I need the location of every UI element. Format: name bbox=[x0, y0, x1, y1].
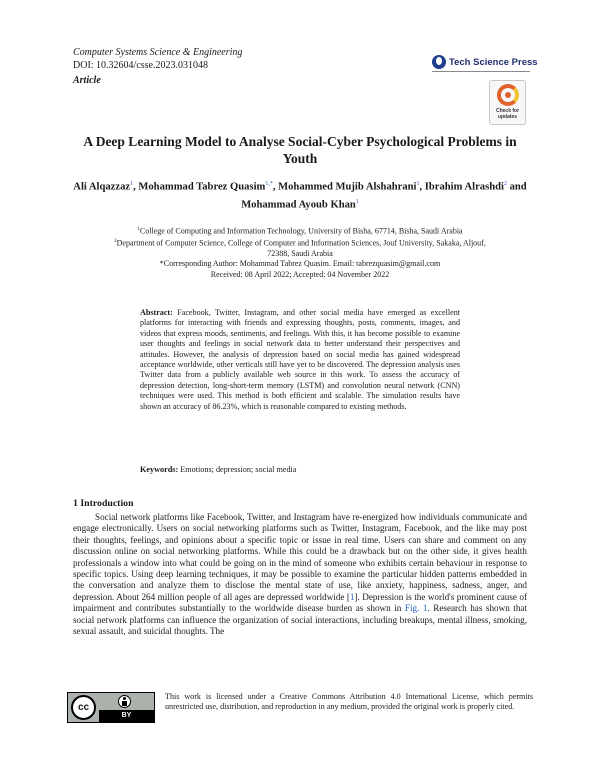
author-affiliation-sup[interactable]: 1,* bbox=[265, 181, 273, 187]
journal-name: Computer Systems Science & Engineering bbox=[73, 47, 243, 58]
publisher-logo[interactable] bbox=[432, 55, 538, 69]
article-type: Article bbox=[73, 75, 101, 86]
author-affiliation-sup[interactable]: 1 bbox=[416, 181, 420, 187]
abstract-label: Abstract: bbox=[140, 308, 173, 317]
attribution-person-icon bbox=[118, 695, 131, 708]
badge-line2: updates bbox=[497, 114, 518, 120]
affiliation-text: College of Computing and Information Technology, University of Bisha, 67714, Bisha, Saudi Arabia bbox=[139, 226, 463, 236]
badge-line1: Check for bbox=[495, 108, 520, 114]
figure-link[interactable]: Fig. 1 bbox=[404, 603, 428, 614]
paper-title: A Deep Learning Model to Analyse Social-Cyber Psychological Problems in Youth bbox=[83, 134, 517, 166]
section-body bbox=[73, 512, 527, 637]
author-name[interactable]: Ali Alqazzaz bbox=[73, 181, 131, 193]
abstract-text: Facebook, Twitter, Instagram, and other social media have emerged as excellent platforms for interacting with friends and expressing thoughts, posts, comments, images, and videos that express moods, sentiments, and feelings. With this, it has become possible to examine user thoughts and feelings in social network data to better understand their perspectives and attitudes. However, the analysis of depression based on social media has gained widespread acceptance worldwide, other verticals still have yet to be discovered. The depression analysis uses Twitter data from a publicly available web source in this work. To assess the accuracy of depression detection, long-short-term memory (LSTM) and convolution neural network (CNN) techniques were used. This method is both efficient and scalable. The simulation results have shown an accuracy of 86.23%, which is reasonable compared to existing methods. bbox=[140, 308, 460, 411]
author-name[interactable]: Mohammad Tabrez Quasim bbox=[138, 181, 266, 193]
affiliation-sup: 2 bbox=[114, 238, 117, 244]
cc-icon: cc bbox=[71, 695, 96, 720]
author-name[interactable]: Mohammad Ayoub Khan bbox=[241, 199, 356, 211]
publisher-name: Tech Science Press bbox=[449, 56, 538, 68]
keywords bbox=[140, 465, 296, 474]
badge-label bbox=[490, 108, 525, 120]
affiliation-1 bbox=[110, 225, 490, 237]
citation-link[interactable]: 1 bbox=[349, 591, 355, 602]
check-for-updates-badge[interactable] bbox=[489, 80, 526, 125]
corresponding-author: *Corresponding Author: Mohammad Tabrez Quasim. Email: tabrezquasim@gmail.com bbox=[159, 259, 441, 269]
author-affiliation-sup[interactable]: 1 bbox=[130, 181, 134, 187]
author-separator: , bbox=[419, 181, 425, 193]
publisher-logo-icon bbox=[432, 55, 446, 69]
affiliation-2 bbox=[110, 237, 490, 259]
author-separator: , bbox=[272, 181, 279, 193]
affiliation-text: Department of Computer Science, College of Computer and Information Sciences, Jouf University, Sakaka, Aljouf, 72388, Saudi Arabia bbox=[116, 238, 486, 258]
author-separator: and bbox=[506, 181, 527, 193]
received-accepted-dates: Received: 08 April 2022; Accepted: 04 November 2022 bbox=[210, 269, 390, 279]
author-separator: , bbox=[133, 181, 139, 193]
publisher-divider bbox=[432, 71, 530, 72]
doi[interactable]: DOI: 10.32604/csse.2023.031048 bbox=[73, 60, 208, 71]
affiliations bbox=[110, 225, 490, 280]
check-updates-icon bbox=[497, 84, 519, 106]
author-name[interactable]: Mohammed Mujib Alshahrani bbox=[278, 181, 417, 193]
author-list bbox=[73, 177, 527, 212]
cc-by-badge[interactable] bbox=[67, 692, 155, 723]
keywords-label: Keywords: bbox=[140, 465, 179, 474]
author-affiliation-sup[interactable]: 2 bbox=[503, 181, 507, 187]
by-label: BY bbox=[99, 710, 154, 722]
abstract bbox=[140, 308, 460, 412]
license-text: This work is licensed under a Creative Commons Attribution 4.0 International License, which permits unrestricted use, distribution, and reproduction in any medium, provided the original work is properly cited. bbox=[165, 692, 533, 712]
keywords-text: Emotions; depression; social media bbox=[180, 465, 297, 474]
section-heading: 1 Introduction bbox=[73, 498, 134, 509]
body-text: . Research has shown that social network platforms can influence the organization of social interactions, including breakups, mental illness, smoking, sexual assault, and suicidal thoughts. The bbox=[73, 603, 527, 637]
author-affiliation-sup[interactable]: 1 bbox=[355, 198, 359, 205]
author-name[interactable]: Ibrahim Alrashdi bbox=[424, 181, 504, 193]
license-footer bbox=[67, 689, 533, 734]
body-text: ]. Depression is the world's prominent cause of impairment and contributes substantially to the worldwide disease burden as shown in bbox=[73, 591, 528, 614]
affiliation-sup: 1 bbox=[137, 227, 140, 232]
body-text: Social network platforms like Facebook, Twitter, and Instagram have re-energized how individuals communicate and engage electronically. Users on social networking platforms such as Twitter, Instagram, Facebook, and the like may post their thoughts, feelings, and opinions about a specific topic or issue in real time. Users can share and comment on any discussion online on social networking platforms. While this could be a drawback but on the other side, it gives health professionals a window into what could be going on in the mind of someone who exhibits certain behaviour in response to specific topics. Using deep learning techniques, it may be possible to examine the particular hidden patterns embedded in the conversation and analyze them to disclose the mental state of use, like anxiety, happiness, sadness, anger, and depression. About 264 million people of all ages are depressed worldwide [ bbox=[73, 512, 527, 602]
